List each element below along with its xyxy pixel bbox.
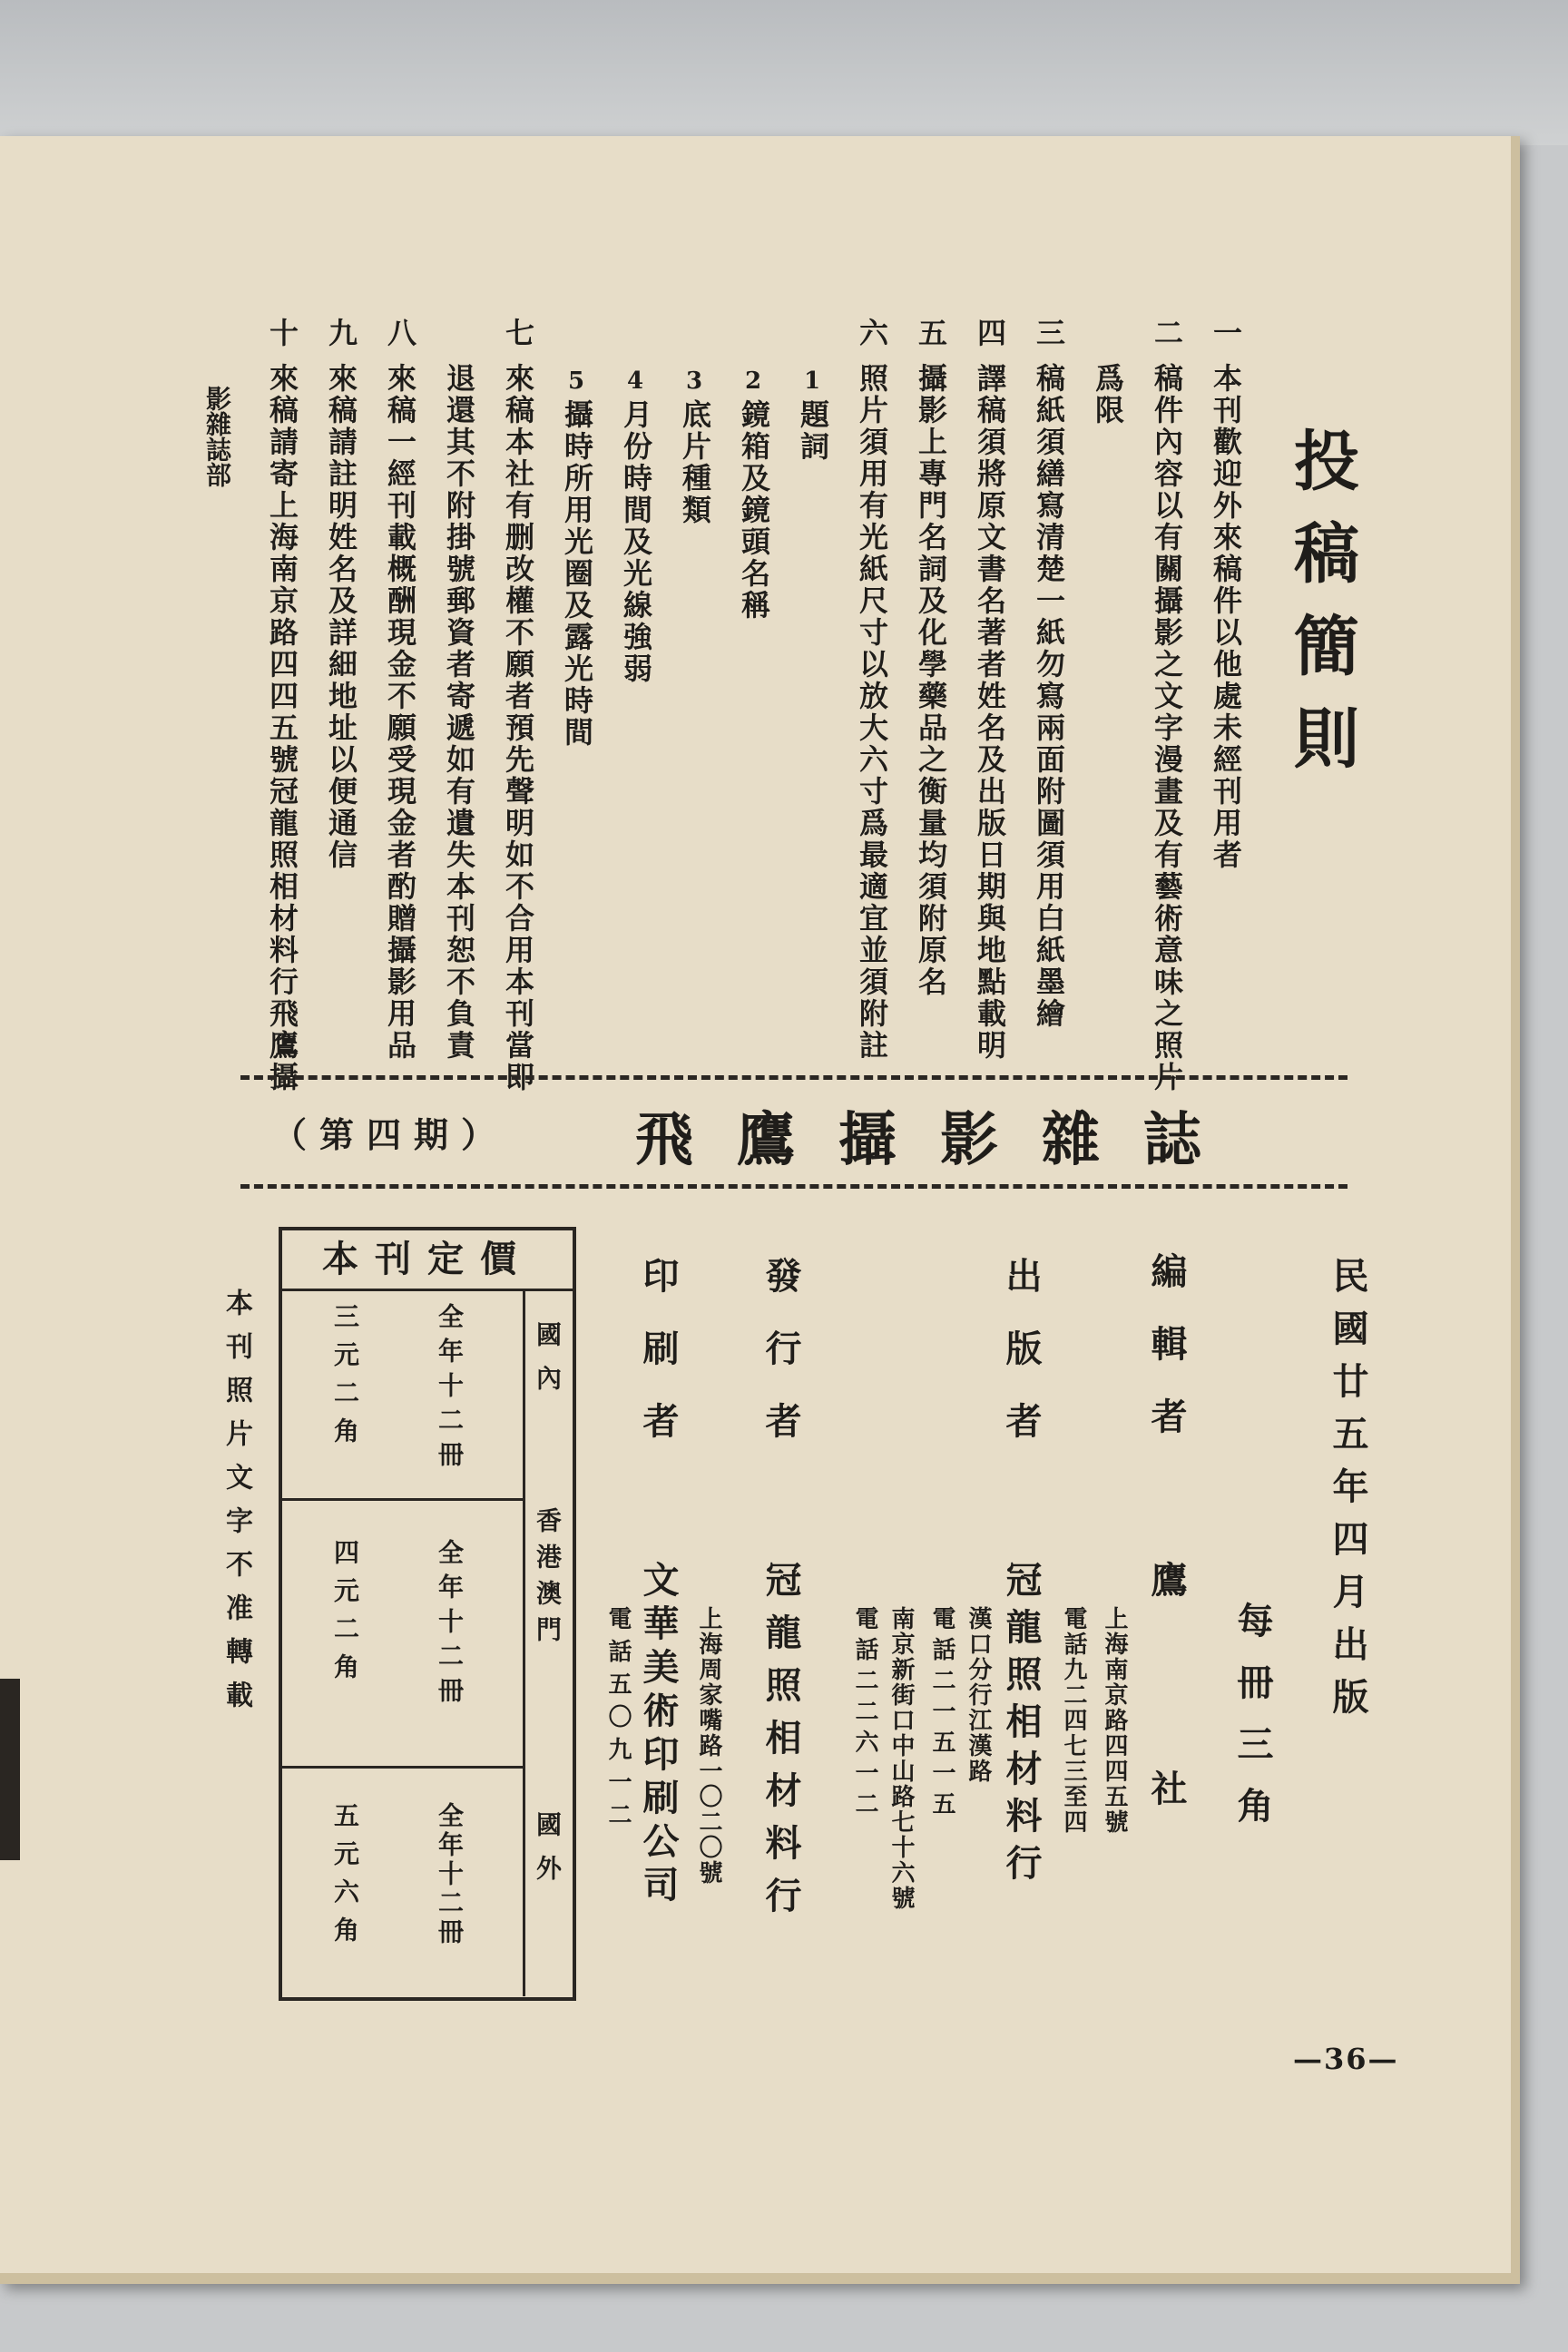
printer-name: 文華美術印刷公司 <box>637 1561 680 1909</box>
price-term: 全年十二冊 <box>435 1303 465 1475</box>
printer-phone: 電話五〇九一二 <box>604 1606 632 1835</box>
page-heading: 投稿簡則 <box>1283 426 1360 797</box>
rule-text: 來稿本社有删改權不願者預先聲明如不合用本刊當即 <box>501 363 535 1093</box>
distributor-label: 發行者 <box>760 1257 802 1475</box>
subrule-number: 3 <box>681 368 708 395</box>
photo-backdrop <box>0 0 1568 145</box>
reprint-notice: 本刊照片文字不准轉載 <box>220 1289 252 1724</box>
editor-name: 鷹社 <box>1145 1561 1188 1978</box>
rule-text: 譯稿須將原文書名著者姓名及出版日期與地點載明 <box>973 363 1007 1062</box>
price-row-divider <box>282 1498 523 1501</box>
publisher-name: 冠龍照相材料行 <box>1000 1561 1043 1891</box>
magazine-title: 飛鷹攝影雜誌 <box>635 1106 1245 1174</box>
distributor-name: 冠龍照相材料行 <box>760 1561 802 1929</box>
issue-number: （第四期） <box>272 1114 509 1155</box>
price-region: 國內 <box>533 1321 563 1408</box>
rule-text: 稿紙須繕寫清楚一紙勿寫兩面附圖須用白紙墨繪 <box>1032 363 1066 1030</box>
publisher-phone: 電話二二六一二 <box>851 1606 878 1822</box>
rule-text: 來稿請寄上海南京路四四五號冠龍照相材料行飛鷹攝 <box>265 363 299 1093</box>
price-term: 全年十二冊 <box>435 1802 465 1947</box>
publisher-address: 漢口分行江漢路 <box>965 1606 992 1784</box>
rule-number: 二 <box>1150 318 1184 347</box>
rule-number: 四 <box>973 318 1007 347</box>
price-amount: 四元二角 <box>330 1539 360 1691</box>
subrule-number: 5 <box>563 368 590 395</box>
rule-number: 九 <box>324 318 358 347</box>
printer-label: 印刷者 <box>637 1257 680 1475</box>
price-table-header: 本刊定價 <box>282 1230 573 1291</box>
dashed-divider-bottom <box>240 1184 1348 1189</box>
rule-number: 一 <box>1209 318 1243 347</box>
editor-label: 編輯者 <box>1145 1252 1188 1470</box>
rule-text: 稿件內容以有關攝影之文字漫畫及有藝術意味之照片 <box>1150 363 1184 1093</box>
rule-text: 來稿一經刊載概酬現金不願受現金者酌贈攝影用品 <box>383 363 417 1062</box>
subrule-text: 底片種類 <box>678 399 712 526</box>
price-term: 全年十二冊 <box>435 1539 465 1711</box>
subrule-number: 2 <box>740 368 767 395</box>
rule-text: 退還其不附掛號郵資者寄遞如有遺失本刊恕不負責 <box>442 363 476 1062</box>
dashed-divider-top <box>240 1075 1348 1080</box>
rule-text: 影雜誌部 <box>202 386 232 487</box>
rule-text: 攝影上專門名詞及化學藥品之衡量均須附原名 <box>914 363 948 998</box>
publication-date: 民國廿五年四月出版 <box>1327 1257 1369 1730</box>
rule-text: 來稿請註明姓名及詳細地址以便通信 <box>324 363 358 871</box>
subrule-text: 月份時間及光線強弱 <box>619 399 653 685</box>
rule-number: 十 <box>265 318 299 347</box>
rule-number: 六 <box>855 318 889 347</box>
rule-text: 本刊歡迎外來稿件以他處未經刊用者 <box>1209 363 1243 871</box>
page-edge-shadow <box>0 1679 20 1860</box>
rule-number: 三 <box>1032 318 1066 347</box>
subrule-text: 鏡箱及鏡頭名稱 <box>737 399 771 622</box>
rule-text: 照片須用有光紙尺寸以放大六寸爲最適宜並須附註 <box>855 363 889 1062</box>
publisher-phone: 電話二一五一五 <box>928 1606 956 1822</box>
price-region: 香港澳門 <box>533 1507 563 1652</box>
price-region: 國外 <box>533 1811 563 1898</box>
publisher-address: 南京新街口中山路七十六號 <box>887 1606 915 1911</box>
price-amount: 五元六角 <box>330 1802 360 1955</box>
subrule-number: 4 <box>622 368 649 395</box>
price-amount: 三元二角 <box>330 1303 360 1455</box>
price-table-divider <box>523 1289 525 1996</box>
rule-number: 五 <box>914 318 948 347</box>
subrule-text: 攝時所用光圈及露光時間 <box>560 399 594 749</box>
printer-address: 上海周家嘴路一〇二〇號 <box>695 1606 722 1886</box>
price-per-copy: 每冊三角 <box>1231 1602 1274 1848</box>
editor-address: 上海南京路四四五號 <box>1101 1606 1128 1835</box>
subrule-number: 1 <box>799 368 826 395</box>
price-row-divider <box>282 1766 523 1769</box>
editor-phone: 電話九二四七三至四 <box>1060 1606 1087 1835</box>
subrule-text: 題詞 <box>796 399 830 463</box>
rule-number: 七 <box>501 318 535 347</box>
page-number: —36— <box>1293 2042 1399 2076</box>
rule-number: 八 <box>383 318 417 347</box>
price-table <box>279 1227 576 2001</box>
publisher-label: 出版者 <box>1000 1257 1043 1475</box>
rule-text: 爲限 <box>1091 363 1125 426</box>
